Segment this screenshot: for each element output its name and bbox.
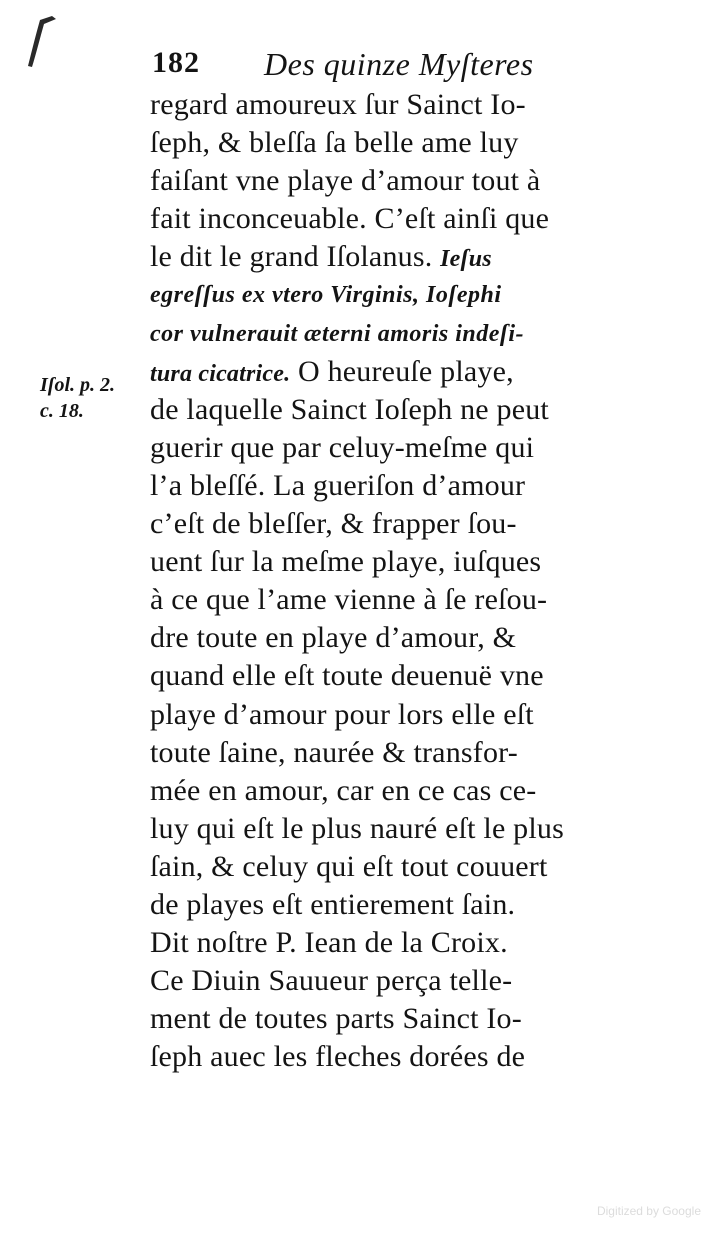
text-line: de playes eſt entierement ſain. (150, 887, 516, 921)
page-number: 182 (152, 46, 200, 79)
text-line: c’eſt de bleſſer, & frapper ſou- (150, 507, 517, 541)
page-header (152, 46, 562, 86)
text-line (150, 238, 630, 276)
text-line: de laquelle Sainct Ioſeph ne peut (150, 392, 549, 426)
text-line: Ce Diuin Sauueur perça telle- (150, 964, 513, 998)
text-line (150, 353, 630, 391)
latin-quote-line: egreſſus ex vtero Virginis, Ioſephi (150, 282, 502, 309)
body-text (150, 86, 630, 1076)
text-line: ſeph, & bleſſa ſa belle ame luy (150, 126, 519, 160)
latin-quote-line: cor vulnerauit æterni amoris indeſi- (150, 320, 525, 347)
text-line: mée en amour, car en ce cas ce- (150, 773, 537, 807)
latin-quote-part: Ieſus (440, 246, 492, 273)
text-line: faiſant vne playe d’amour tout à (150, 164, 541, 198)
latin-quote-part: tura cicatrice. (150, 360, 291, 387)
text-line: ment de toutes parts Sainct Io- (150, 1002, 522, 1036)
text-line: ſeph auec les fleches dorées de (150, 1040, 526, 1074)
text-line: à ce que l’ame vienne à ſe reſou- (150, 583, 548, 617)
ink-mark-icon (22, 10, 62, 70)
text-line: quand elle eſt toute deuenuë vne (150, 659, 544, 693)
text-line: guerir que par celuy-meſme qui (150, 430, 535, 464)
text-line: regard amoureux ſur Sainct Io- (150, 88, 526, 121)
text-line: playe d’amour pour lors elle eſt (150, 697, 534, 731)
margin-note (40, 372, 115, 424)
text-line: toute ſaine, naurée & transfor- (150, 735, 518, 769)
margin-note-line: Iſol. p. 2. (40, 374, 115, 396)
text-line: Dit noſtre P. Iean de la Croix. (150, 926, 508, 960)
text-line-part: O heureuſe playe, (298, 354, 514, 388)
text-line: dre toute en playe d’amour, & (150, 621, 517, 655)
watermark: Digitized by Google (596, 1204, 701, 1218)
text-line-part: le dit le grand Iſolanus. (150, 240, 433, 274)
text-line: luy qui eſt le plus nauré eſt le plus (150, 811, 564, 845)
text-line: fait inconceuable. C’eſt ainſi que (150, 202, 550, 236)
margin-note-line: c. 18. (40, 400, 84, 422)
text-line: ſain, & celuy qui eſt tout couuert (150, 849, 548, 883)
text-line: l’a bleſſé. La gueriſon d’amour (150, 468, 526, 502)
running-title: Des quinze Myſteres (264, 46, 534, 82)
text-line: uent ſur la meſme playe, iuſques (150, 545, 542, 579)
